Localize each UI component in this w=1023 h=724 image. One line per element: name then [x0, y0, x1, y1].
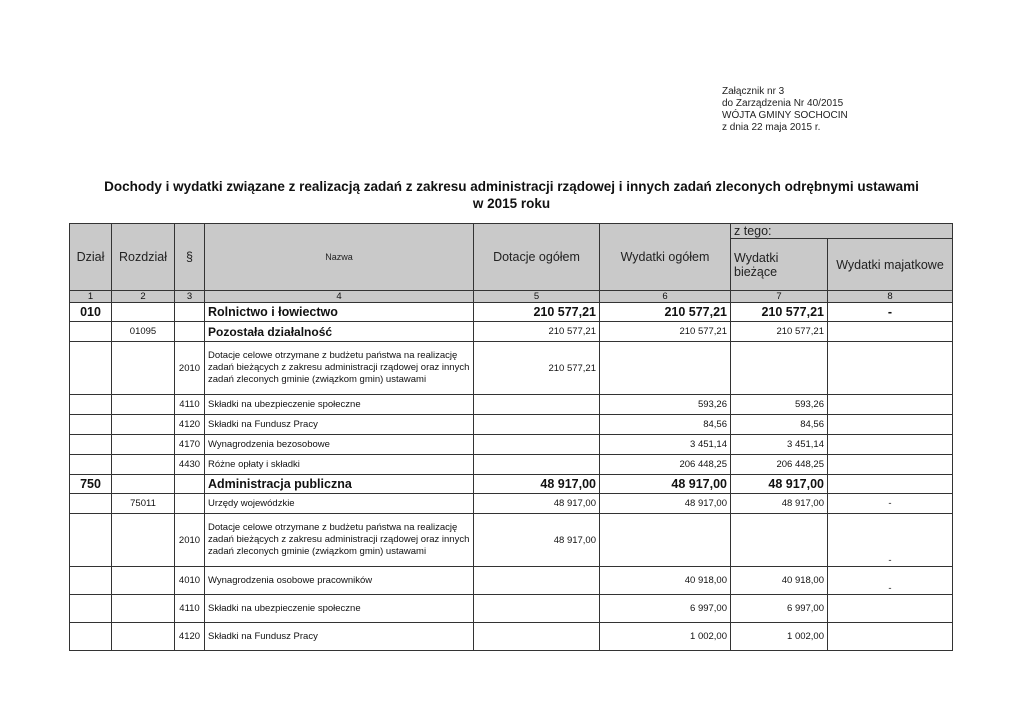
column-number-row: [70, 291, 953, 303]
cell-wydatki: 48 917,00: [600, 494, 731, 514]
cell-name: Dotacje celowe otrzymane z budżetu państwa na realizację zadań bieżących z zakresu administracji rządowej oraz innych zadań zleconych gminie (związkom gmin) ustawami: [205, 342, 474, 395]
annex-note: [722, 86, 848, 134]
header-dotacje: Dotacje ogółem: [474, 224, 600, 291]
column-number: 4: [205, 291, 474, 303]
cell-wydatki: 210 577,21: [600, 322, 731, 342]
cell-paragraf: 2010: [175, 342, 205, 395]
cell-dzial: [70, 623, 112, 651]
table-row: [70, 514, 953, 567]
table-row: [70, 395, 953, 415]
cell-dotacje: 210 577,21: [474, 303, 600, 322]
annex-line: WÓJTA GMINY SOCHOCIN: [722, 110, 848, 121]
cell-dotacje: 210 577,21: [474, 322, 600, 342]
cell-majatkowe: [828, 475, 953, 494]
table-row: [70, 494, 953, 514]
cell-dotacje: [474, 395, 600, 415]
cell-dotacje: 48 917,00: [474, 514, 600, 567]
cell-name: Różne opłaty i składki: [205, 455, 474, 475]
title-line: w 2015 roku: [472, 196, 551, 211]
cell-majatkowe: [828, 415, 953, 435]
column-number: 1: [70, 291, 112, 303]
cell-wydatki: [600, 342, 731, 395]
cell-dotacje: [474, 623, 600, 651]
cell-biezace: 40 918,00: [731, 567, 828, 595]
cell-biezace: 210 577,21: [731, 322, 828, 342]
cell-dzial: [70, 595, 112, 623]
annex-line: Załącznik nr 3: [722, 86, 785, 97]
cell-name: Rolnictwo i łowiectwo: [205, 303, 474, 322]
header-biezace: Wydatki bieżące: [731, 239, 828, 291]
table-row: [70, 475, 953, 494]
cell-paragraf: 4010: [175, 567, 205, 595]
cell-name: Składki na Fundusz Pracy: [205, 623, 474, 651]
cell-rozdzial: [112, 514, 175, 567]
cell-rozdzial: [112, 303, 175, 322]
cell-paragraf: 4430: [175, 455, 205, 475]
table-row: [70, 435, 953, 455]
cell-name: Wynagrodzenia osobowe pracowników: [205, 567, 474, 595]
table-row: [70, 322, 953, 342]
column-number: 8: [828, 291, 953, 303]
cell-paragraf: 4110: [175, 395, 205, 415]
cell-dzial: 750: [70, 475, 112, 494]
cell-dotacje: [474, 435, 600, 455]
cell-rozdzial: [112, 435, 175, 455]
cell-biezace: 210 577,21: [731, 303, 828, 322]
cell-paragraf: [175, 475, 205, 494]
cell-paragraf: 2010: [175, 514, 205, 567]
cell-name: Składki na ubezpieczenie społeczne: [205, 595, 474, 623]
cell-wydatki: 210 577,21: [600, 303, 731, 322]
cell-majatkowe: -: [828, 303, 953, 322]
cell-majatkowe: -: [828, 567, 953, 595]
cell-wydatki: 593,26: [600, 395, 731, 415]
cell-biezace: [731, 514, 828, 567]
cell-paragraf: 4120: [175, 623, 205, 651]
annex-line: do Zarządzenia Nr 40/2015: [722, 98, 844, 109]
table-row: [70, 595, 953, 623]
header-wydatki: Wydatki ogółem: [600, 224, 731, 291]
cell-rozdzial: [112, 595, 175, 623]
cell-wydatki: 3 451,14: [600, 435, 731, 455]
cell-majatkowe: [828, 395, 953, 415]
column-number: 2: [112, 291, 175, 303]
cell-paragraf: 4120: [175, 415, 205, 435]
cell-dotacje: [474, 595, 600, 623]
column-number: 5: [474, 291, 600, 303]
document-title: [0, 178, 1023, 212]
cell-name: Wynagrodzenia bezosobowe: [205, 435, 474, 455]
cell-paragraf: [175, 494, 205, 514]
cell-name: Pozostała działalność: [205, 322, 474, 342]
annex-line: z dnia 22 maja 2015 r.: [722, 122, 821, 133]
cell-paragraf: 4170: [175, 435, 205, 455]
cell-paragraf: [175, 303, 205, 322]
cell-dzial: [70, 494, 112, 514]
cell-dotacje: [474, 455, 600, 475]
cell-dzial: 010: [70, 303, 112, 322]
header-dzial: Dział: [70, 224, 112, 291]
table-row: [70, 455, 953, 475]
header-majatkowe: Wydatki majatkowe: [828, 239, 953, 291]
cell-dotacje: [474, 567, 600, 595]
header-nazwa: Nazwa: [205, 224, 474, 291]
cell-dotacje: 48 917,00: [474, 494, 600, 514]
cell-rozdzial: [112, 567, 175, 595]
table-row: [70, 303, 953, 322]
budget-table: [69, 223, 953, 651]
cell-wydatki: 6 997,00: [600, 595, 731, 623]
cell-biezace: [731, 342, 828, 395]
table-row: [70, 342, 953, 395]
cell-biezace: 3 451,14: [731, 435, 828, 455]
cell-name: Urzędy wojewódzkie: [205, 494, 474, 514]
cell-dzial: [70, 342, 112, 395]
table-row: [70, 415, 953, 435]
table-row: [70, 623, 953, 651]
header-z-tego: z tego:: [731, 224, 953, 239]
title-line: Dochody i wydatki związane z realizacją zadań z zakresu administracji rządowej i innych zadań zleconych odrębnymi ustawami: [104, 179, 919, 194]
cell-majatkowe: [828, 435, 953, 455]
cell-name: Dotacje celowe otrzymane z budżetu państwa na realizację zadań bieżących z zakresu administracji rządowej oraz innych zadań zleconych gminie (związkom gmin) ustawami: [205, 514, 474, 567]
header-row: [70, 224, 953, 239]
cell-rozdzial: [112, 623, 175, 651]
cell-dotacje: [474, 415, 600, 435]
cell-dotacje: 48 917,00: [474, 475, 600, 494]
cell-majatkowe: [828, 342, 953, 395]
table-row: [70, 567, 953, 595]
cell-wydatki: 84,56: [600, 415, 731, 435]
cell-paragraf: 4110: [175, 595, 205, 623]
cell-majatkowe: [828, 455, 953, 475]
cell-majatkowe: [828, 595, 953, 623]
cell-wydatki: 206 448,25: [600, 455, 731, 475]
cell-dzial: [70, 455, 112, 475]
cell-wydatki: [600, 514, 731, 567]
cell-majatkowe: [828, 623, 953, 651]
cell-wydatki: 48 917,00: [600, 475, 731, 494]
cell-rozdzial: 75011: [112, 494, 175, 514]
header-paragraf: §: [175, 224, 205, 291]
cell-rozdzial: [112, 415, 175, 435]
cell-biezace: 1 002,00: [731, 623, 828, 651]
cell-biezace: 206 448,25: [731, 455, 828, 475]
cell-majatkowe: -: [828, 494, 953, 514]
cell-dzial: [70, 435, 112, 455]
cell-biezace: 6 997,00: [731, 595, 828, 623]
cell-dzial: [70, 395, 112, 415]
cell-biezace: 48 917,00: [731, 475, 828, 494]
cell-dzial: [70, 322, 112, 342]
cell-rozdzial: [112, 455, 175, 475]
cell-rozdzial: 01095: [112, 322, 175, 342]
cell-name: Składki na Fundusz Pracy: [205, 415, 474, 435]
cell-paragraf: [175, 322, 205, 342]
cell-wydatki: 1 002,00: [600, 623, 731, 651]
cell-biezace: 48 917,00: [731, 494, 828, 514]
cell-dzial: [70, 415, 112, 435]
column-number: 3: [175, 291, 205, 303]
cell-biezace: 84,56: [731, 415, 828, 435]
cell-majatkowe: -: [828, 514, 953, 567]
column-number: 6: [600, 291, 731, 303]
column-number: 7: [731, 291, 828, 303]
header-rozdzial: Rozdział: [112, 224, 175, 291]
cell-rozdzial: [112, 342, 175, 395]
cell-dzial: [70, 567, 112, 595]
cell-name: Składki na ubezpieczenie społeczne: [205, 395, 474, 415]
cell-dotacje: 210 577,21: [474, 342, 600, 395]
cell-majatkowe: [828, 322, 953, 342]
cell-wydatki: 40 918,00: [600, 567, 731, 595]
cell-biezace: 593,26: [731, 395, 828, 415]
cell-rozdzial: [112, 395, 175, 415]
cell-name: Administracja publiczna: [205, 475, 474, 494]
cell-rozdzial: [112, 475, 175, 494]
cell-dzial: [70, 514, 112, 567]
